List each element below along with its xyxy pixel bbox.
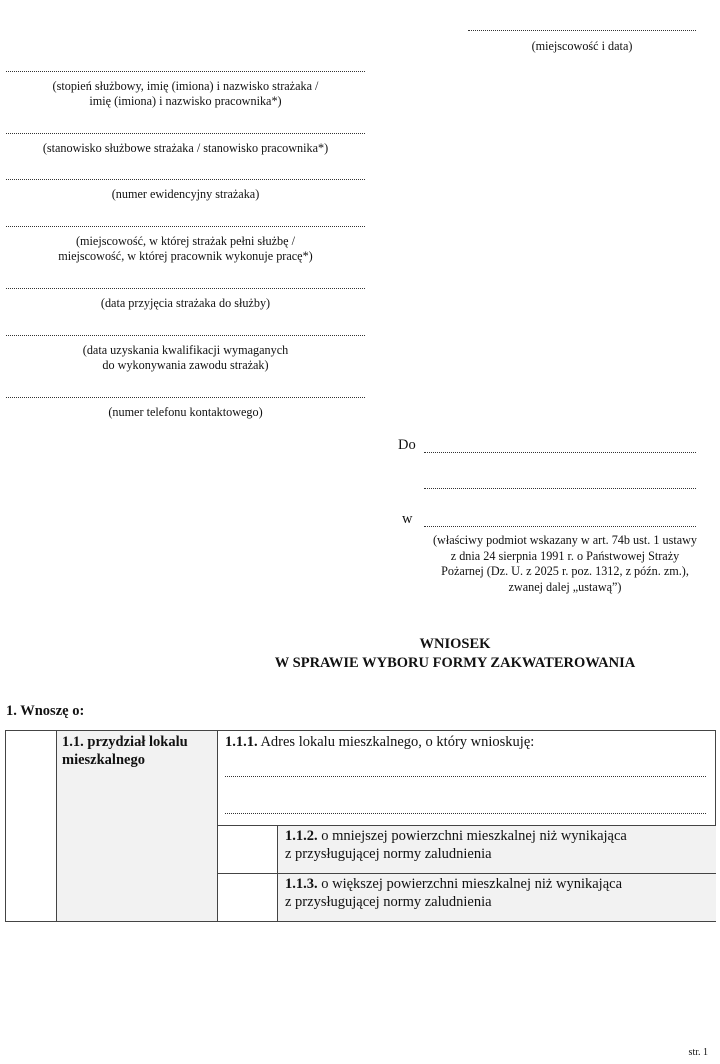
table-divider xyxy=(217,731,218,921)
addressee-note-line3: Pożarnej (Dz. U. z 2025 r. poz. 1312, z późn. zm.), xyxy=(441,564,689,578)
addressee-line1-field[interactable] xyxy=(424,452,696,453)
addressee-to-label: Do xyxy=(398,437,416,453)
name-label-line2: imię (imiona) i nazwisko pracownika*) xyxy=(89,94,282,108)
option-1-1-3-text-line1: o większej powierzchni mieszkalnej niż wynikająca xyxy=(317,876,623,892)
qualification-date-field[interactable] xyxy=(6,335,365,336)
name-field[interactable] xyxy=(6,71,365,72)
addressee-note-line1: (właściwy podmiot wskazany w art. 74b ust. 1 ustawy xyxy=(432,533,698,547)
option-1-1-3-line1 xyxy=(285,875,708,893)
document-title-line2: W SPRAWIE WYBORU FORMY ZAKWATEROWANIA xyxy=(274,655,636,671)
option-1-1-2-number: 1.1.2. xyxy=(285,828,318,844)
addressee-note-line2: z dnia 24 sierpnia 1991 r. o Państwowej Straży xyxy=(450,548,680,563)
option-1-1-2-cell xyxy=(277,825,716,873)
position-field[interactable] xyxy=(6,133,365,134)
option-1-1-2-text-line1: o mniejszej powierzchni mieszkalnej niż wynikająca xyxy=(317,828,627,844)
registration-number-field[interactable] xyxy=(6,179,365,180)
addressee-line2-field[interactable] xyxy=(424,488,696,489)
service-start-date-field[interactable] xyxy=(6,288,365,289)
option-1-1-checkbox-cell[interactable] xyxy=(6,731,56,921)
addressee-note-line4: zwanej dalej „ustawą”) xyxy=(508,579,622,594)
document-title-line1: WNIOSEK xyxy=(419,636,491,652)
position-label: (stanowisko służbowe strażaka / stanowisko pracownika*) xyxy=(42,141,329,155)
option-1-1-3-checkbox-cell[interactable] xyxy=(217,873,277,921)
qualification-date-label-line2: do wykonywania zawodu strażak) xyxy=(102,358,269,372)
option-1-1-2-line1 xyxy=(285,827,708,845)
table-divider xyxy=(56,731,57,921)
option-1-1-1-cell xyxy=(217,731,716,825)
accommodation-options-table xyxy=(5,730,716,922)
duty-location-field[interactable] xyxy=(6,226,365,227)
address-line2-field[interactable] xyxy=(225,813,706,814)
place-date-label: (miejscowość i data) xyxy=(531,39,633,53)
qualification-date-label-line1: (data uzyskania kwalifikacji wymaganych xyxy=(82,343,289,357)
duty-location-label-line2: miejscowość, w której pracownik wykonuje pracę*) xyxy=(58,249,313,263)
option-1-1-label-line2: mieszkalnego xyxy=(62,752,145,768)
page-number: str. 1 xyxy=(688,1047,708,1058)
name-label-line1: (stopień służbowy, imię (imiona) i nazwisko strażaka / xyxy=(52,79,319,93)
option-1-1-2-checkbox-cell[interactable] xyxy=(217,825,277,873)
addressee-location-field[interactable] xyxy=(424,526,696,527)
option-1-1-1-number: 1.1.1. xyxy=(225,734,258,750)
table-divider xyxy=(217,825,716,826)
option-1-1-2-text-line2: z przysługującej normy zaludnienia xyxy=(285,846,492,862)
addressee-note xyxy=(410,533,720,595)
registration-number-label: (numer ewidencyjny strażaka) xyxy=(111,187,260,201)
addressee-in-label: w xyxy=(402,511,413,527)
section-1-heading: 1. Wnoszę o: xyxy=(6,703,85,719)
address-line1-field[interactable] xyxy=(225,776,706,777)
option-1-1-3-text-line2: z przysługującej normy zaludnienia xyxy=(285,894,492,910)
option-1-1-1-label: Adres lokalu mieszkalnego, o który wnioskuję: xyxy=(257,734,535,750)
phone-label: (numer telefonu kontaktowego) xyxy=(108,405,263,419)
option-1-1-label-cell xyxy=(56,731,217,921)
option-1-1-3-cell xyxy=(277,873,716,921)
duty-location-label-line1: (miejscowość, w której strażak pełni służbę / xyxy=(76,234,295,248)
service-start-date-label: (data przyjęcia strażaka do służby) xyxy=(100,296,271,310)
phone-field[interactable] xyxy=(6,397,365,398)
option-1-1-3-number: 1.1.3. xyxy=(285,876,318,892)
place-date-field[interactable] xyxy=(468,30,696,31)
option-1-1-1-text xyxy=(225,733,708,751)
option-1-1-label-line1: 1.1. przydział lokalu xyxy=(62,734,188,750)
table-divider xyxy=(217,873,716,874)
